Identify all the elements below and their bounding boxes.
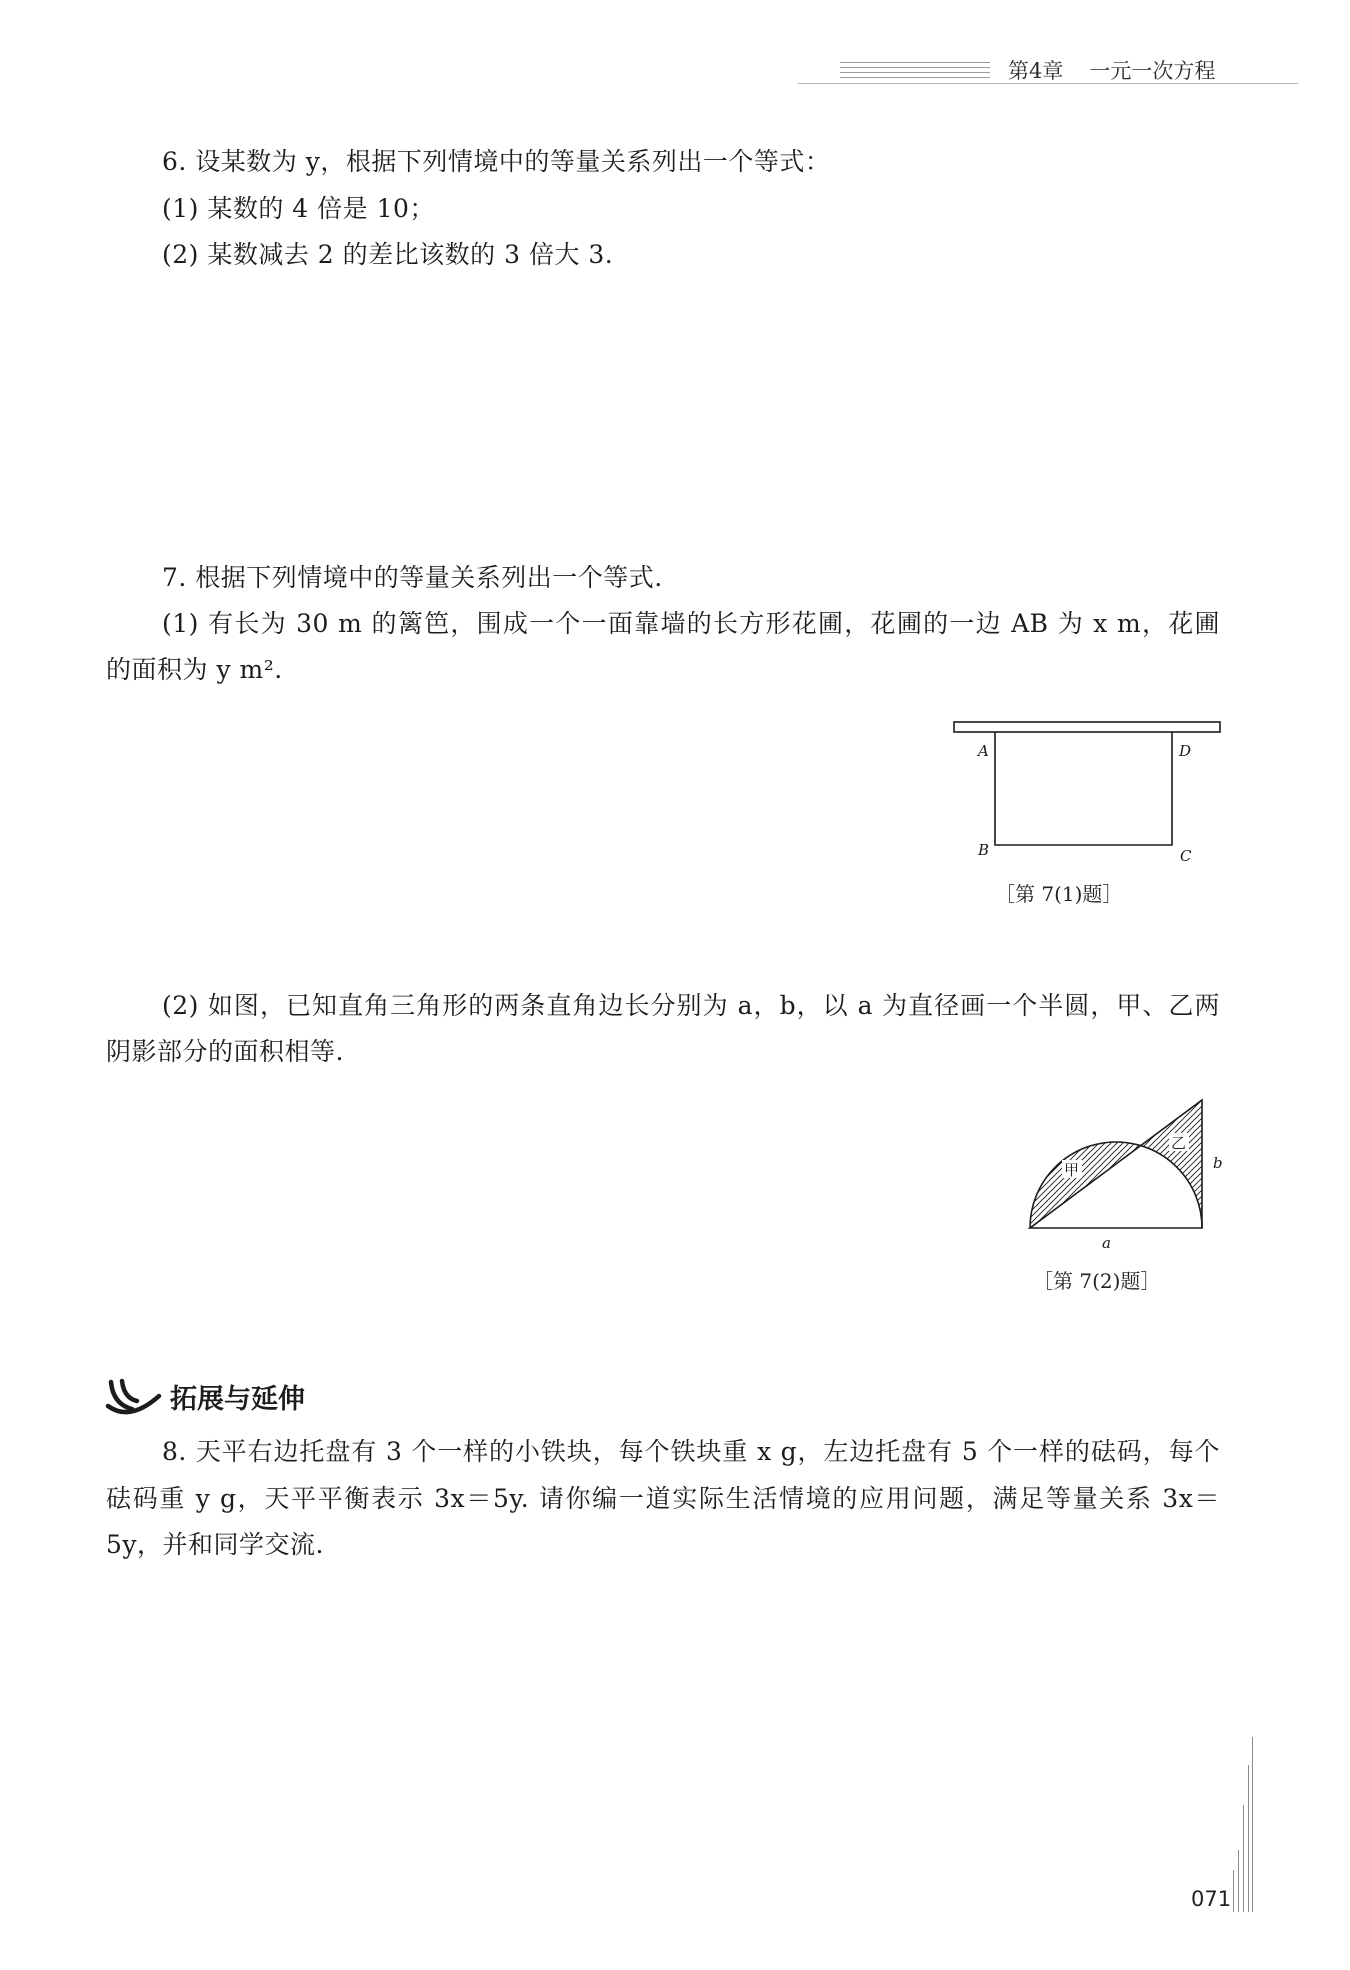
- point-label-a: A: [978, 742, 989, 760]
- region-label-jia: 甲: [1064, 1161, 1080, 1179]
- wall: [954, 722, 1220, 732]
- margin-rule: [1238, 1850, 1239, 1912]
- problem-6-part-1: (1) 某数的 4 倍是 10；: [162, 194, 435, 223]
- swoosh-icon: [104, 1376, 166, 1420]
- page-number: 071: [1191, 1887, 1232, 1911]
- problem-6-stem: 6. 设某数为 y，根据下列情境中的等量关系列出一个等式：: [162, 147, 831, 176]
- problem-7-part-1-line-1: (1) 有长为 30 m 的篱笆，围成一个一面靠墙的长方形花圃，花圃的一边 AB 为 x m，花圃: [162, 609, 1220, 638]
- region-label-yi: 乙: [1171, 1134, 1187, 1152]
- margin-rule: [1252, 1737, 1253, 1912]
- figure-7-1-caption: ［第 7(1)题］: [995, 882, 1123, 906]
- problem-7-part-2-line-1: (2) 如图，已知直角三角形的两条直角边长分别为 a，b，以 a 为直径画一个半圆，甲、乙两: [162, 991, 1220, 1020]
- problem-7-part-1-line-2: 的面积为 y m².: [106, 655, 283, 684]
- problem-6-part-2: (2) 某数减去 2 的差比该数的 3 倍大 3.: [162, 240, 614, 269]
- point-label-b: B: [978, 841, 990, 859]
- running-header: [1008, 58, 1215, 84]
- chapter-title: 一元一次方程: [1089, 59, 1216, 83]
- side-label-b: b: [1213, 1154, 1223, 1172]
- figure-7-2-caption: ［第 7(2)题］: [1033, 1269, 1161, 1293]
- point-label-c: C: [1180, 847, 1192, 865]
- fence-rectangle: [995, 732, 1172, 845]
- header-rule: [840, 77, 990, 78]
- problem-8-line-1: 8. 天平右边托盘有 3 个一样的小铁块，每个铁块重 x g，左边托盘有 5 个一样的砝码，每个: [162, 1437, 1220, 1466]
- problem-8-line-3: 5y，并和同学交流.: [106, 1530, 324, 1559]
- side-label-a: a: [1102, 1234, 1111, 1252]
- problem-7-stem: 7. 根据下列情境中的等量关系列出一个等式.: [162, 563, 663, 592]
- margin-rule: [1248, 1765, 1249, 1912]
- chapter-number: 第4章: [1008, 59, 1064, 83]
- problem-8-line-2: 砝码重 y g，天平平衡表示 3x＝5y. 请你编一道实际生活情境的应用问题，满足等量关系 3x＝: [106, 1484, 1220, 1513]
- problem-7-part-2-line-2: 阴影部分的面积相等.: [106, 1037, 344, 1066]
- figure-7-2-semicircle-diagram: [1020, 1090, 1232, 1252]
- figure-7-1-garden-diagram: [950, 715, 1230, 865]
- header-rule: [840, 67, 990, 68]
- point-label-d: D: [1179, 742, 1192, 760]
- header-rule: [840, 72, 990, 73]
- margin-rule: [1243, 1805, 1244, 1912]
- shaded-region-yi: [1141, 1100, 1202, 1228]
- header-rule: [840, 62, 990, 63]
- margin-rule: [1233, 1870, 1234, 1912]
- section-title: 拓展与延伸: [170, 1384, 305, 1415]
